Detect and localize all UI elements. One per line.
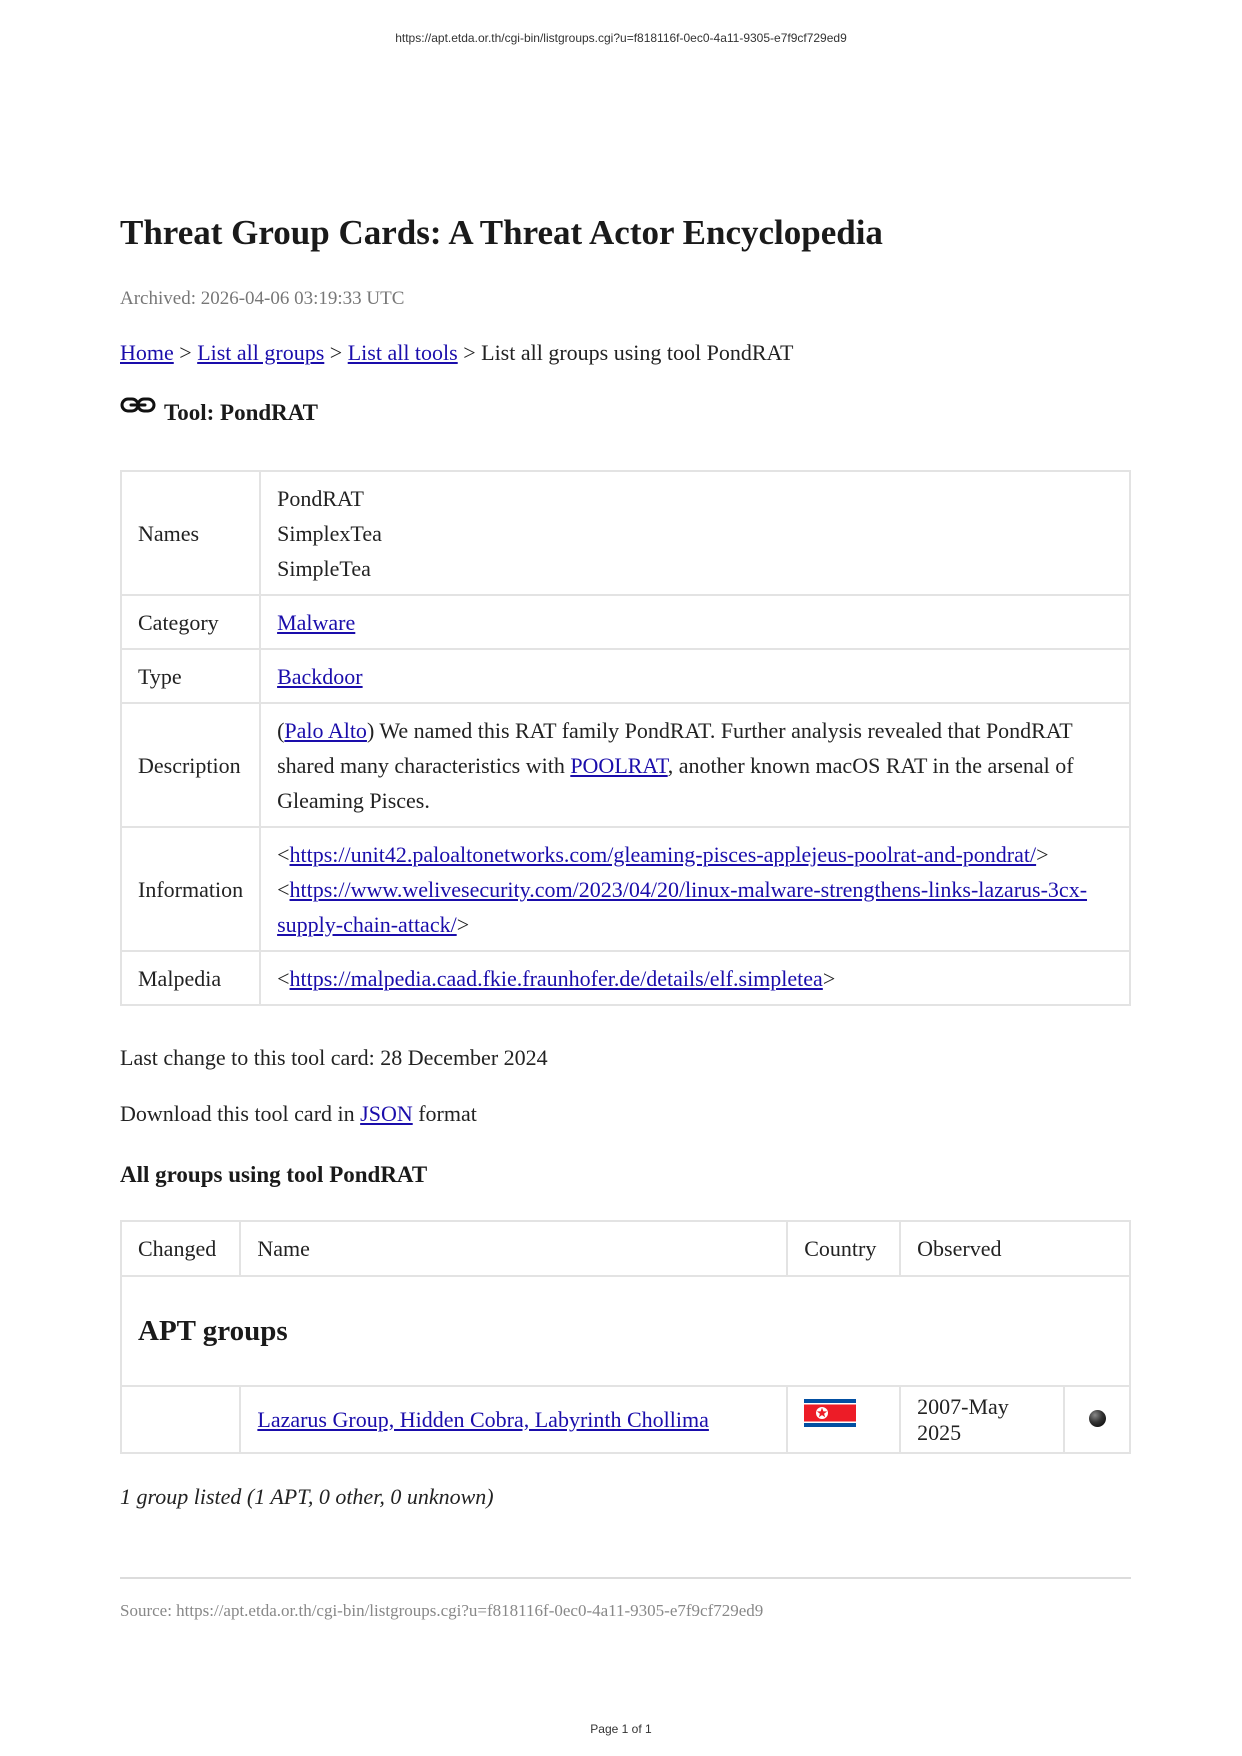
- source-url: Source: https://apt.etda.or.th/cgi-bin/listgroups.cgi?u=f818116f-0ec0-4a11-9305-e7f9cf729ed9: [120, 1601, 764, 1620]
- download-text: Download this tool card in: [120, 1101, 361, 1126]
- table-row: [121, 703, 1130, 827]
- json-download-link[interactable]: JSON: [360, 1101, 413, 1126]
- download-text: format: [412, 1101, 477, 1126]
- information-link[interactable]: https://www.welivesecurity.com/2023/04/20/linux-malware-strengthens-links-lazarus-3cx-supply-chain-attack/: [277, 876, 1088, 937]
- category-link[interactable]: Malware: [277, 609, 356, 635]
- breadcrumb-all-tools-link[interactable]: List all tools: [347, 340, 458, 365]
- type-link[interactable]: Backdoor: [277, 663, 363, 689]
- information-label: Information: [121, 827, 260, 951]
- description-text: ) We named this RAT family PondRAT. Further analysis revealed that PondRAT shared many characteristics with: [277, 717, 1073, 778]
- breadcrumb-home-link[interactable]: Home: [120, 340, 174, 365]
- tool-heading: [120, 400, 318, 426]
- tool-name: PondRAT: [277, 485, 364, 511]
- page-number: Page 1 of 1: [590, 1722, 652, 1736]
- malpedia-label: Malpedia: [121, 951, 260, 1005]
- angle-bracket: >: [456, 911, 470, 937]
- breadcrumb-separator: >: [173, 340, 198, 365]
- tool-title: Tool: PondRAT: [164, 400, 319, 425]
- observed-cell: 2007-May 2025: [900, 1386, 1064, 1453]
- print-header-url: https://apt.etda.or.th/cgi-bin/listgroups.cgi?u=f818116f-0ec0-4a11-9305-e7f9cf729ed9: [395, 31, 847, 45]
- page-title: Threat Group Cards: A Threat Actor Encyclopedia: [120, 213, 883, 252]
- last-change-text: Last change to this tool card: 28 December 2024: [120, 1045, 548, 1070]
- archived-timestamp: Archived: 2026-04-06 03:19:33 UTC: [120, 288, 405, 309]
- table-row: [121, 827, 1130, 951]
- table-row: [121, 1386, 1130, 1453]
- table-row: [121, 471, 1130, 595]
- angle-bracket: <: [277, 965, 290, 991]
- table-row: [121, 649, 1130, 703]
- breadcrumb-current: > List all groups using tool PondRAT: [457, 340, 794, 365]
- type-label: Type: [121, 649, 260, 703]
- changed-cell: [121, 1386, 240, 1453]
- description-text: , another known macOS RAT in the arsenal of Gleaming Pisces.: [277, 752, 1074, 813]
- information-link[interactable]: https://unit42.paloaltonetworks.com/gleaming-pisces-applejeus-poolrat-and-pondrat/: [289, 841, 1037, 867]
- download-line: [120, 1101, 477, 1127]
- group-link[interactable]: Lazarus Group, Hidden Cobra, Labyrinth Chollima: [257, 1406, 709, 1432]
- poolrat-link[interactable]: POOLRAT: [570, 752, 668, 778]
- names-label: Names: [121, 471, 260, 595]
- header-observed: Observed: [900, 1221, 1130, 1276]
- angle-bracket: >: [1036, 841, 1049, 867]
- north-korea-flag-icon: [804, 1399, 856, 1427]
- divider: [120, 1577, 1131, 1579]
- groups-table: [120, 1220, 1131, 1454]
- breadcrumb-all-groups-link[interactable]: List all groups: [197, 340, 325, 365]
- breadcrumb-separator: >: [324, 340, 348, 365]
- tool-name: SimplexTea: [277, 520, 382, 546]
- section-heading: APT groups: [121, 1276, 1130, 1386]
- category-label: Category: [121, 595, 260, 649]
- information-value: [260, 827, 1130, 951]
- table-row: [121, 595, 1130, 649]
- angle-bracket: <: [277, 876, 290, 902]
- table-row: [121, 951, 1130, 1005]
- country-cell: [787, 1386, 900, 1453]
- black-dot-icon: [1089, 1410, 1106, 1427]
- tool-name: SimpleTea: [277, 555, 371, 581]
- header-country: Country: [787, 1221, 900, 1276]
- names-value: [260, 471, 1130, 595]
- malpedia-link[interactable]: https://malpedia.caad.fkie.fraunhofer.de/details/elf.simpletea: [289, 965, 823, 991]
- header-name: Name: [240, 1221, 787, 1276]
- tool-card-table: [120, 470, 1131, 1006]
- groups-summary: 1 group listed (1 APT, 0 other, 0 unknown): [120, 1484, 494, 1509]
- link-icon: [120, 394, 156, 418]
- section-row: [121, 1276, 1130, 1386]
- description-value: [260, 703, 1130, 827]
- header-changed: Changed: [121, 1221, 240, 1276]
- table-header-row: [121, 1221, 1130, 1276]
- description-text: (: [277, 717, 285, 743]
- description-label: Description: [121, 703, 260, 827]
- angle-bracket: <: [277, 841, 290, 867]
- groups-heading: All groups using tool PondRAT: [120, 1162, 428, 1187]
- breadcrumb: [120, 340, 793, 366]
- angle-bracket: >: [822, 965, 836, 991]
- palo-alto-link[interactable]: Palo Alto: [284, 717, 367, 743]
